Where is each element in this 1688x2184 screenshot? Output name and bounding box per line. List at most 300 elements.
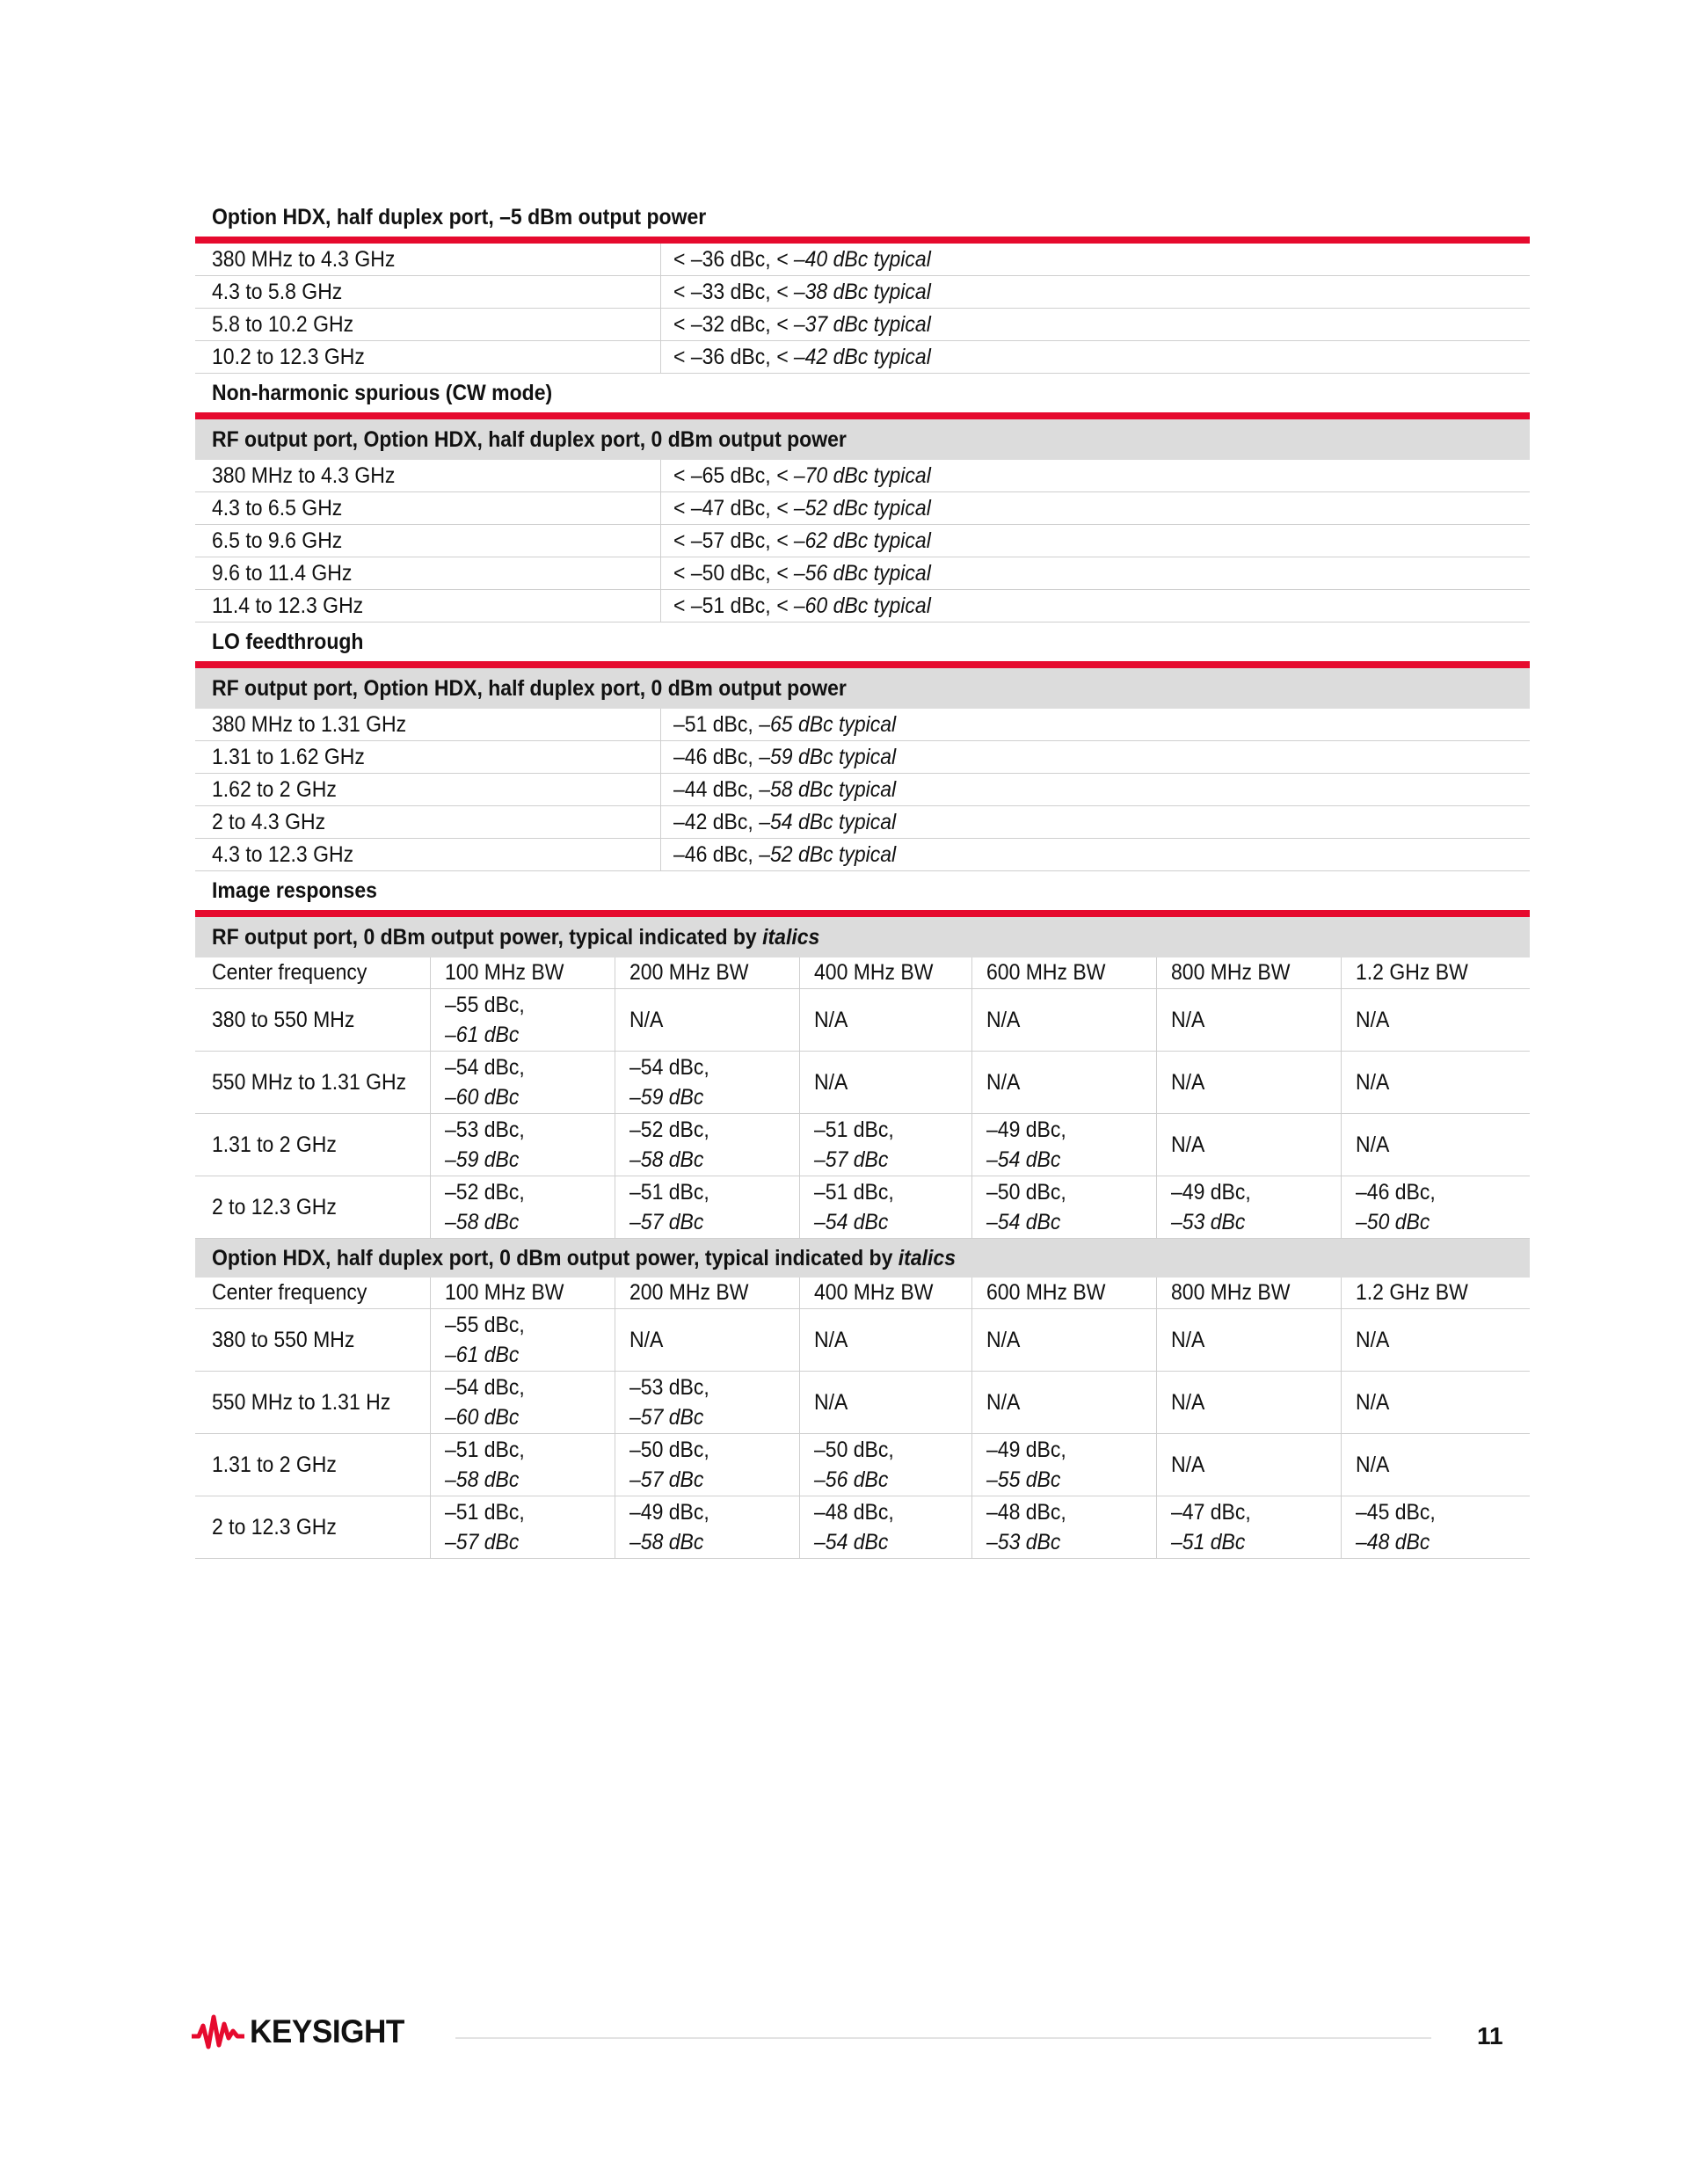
subheader-text [212,1246,956,1271]
spec-value: –49 dBc, [986,1438,1066,1462]
subheader-image-rf [195,917,1530,957]
image-response-cell [1157,989,1342,1051]
image-response-values [814,1387,851,1417]
frequency-range-text: 11.4 to 12.3 GHz [212,593,364,618]
spec-value-cell [661,806,1530,838]
spec-value: < –32 dBc, [673,311,777,337]
spec-value: –48 dBc, [814,1500,894,1525]
image-response-values [1356,1005,1393,1035]
spec-value: –48 dBc, [986,1500,1066,1525]
table-row [195,492,1530,525]
image-response-cell [431,1114,615,1176]
image-response-values [986,1177,1073,1237]
subheader-text [212,925,819,950]
spec-value: –49 dBc, [629,1500,709,1525]
spec-value: N/A [814,1008,848,1032]
image-response-cell [431,1176,615,1238]
image-response-cell [972,989,1157,1051]
image-response-cell [972,1496,1157,1558]
image-response-cell [615,1309,800,1371]
image-response-values [1356,1177,1443,1237]
image-response-cell [800,1496,972,1558]
spec-value: < –33 dBc, [673,279,777,304]
typical-value: < –60 dBc typical [776,593,931,618]
typical-value: –54 dBc [986,1147,1061,1172]
typical-value: < –38 dBc typical [776,279,931,304]
column-header-text: 400 MHz BW [814,1280,934,1305]
wave-stroke [192,2017,244,2047]
image-response-cell [800,1052,972,1113]
spec-value: N/A [986,1008,1021,1032]
section-title-text: LO feedthrough [212,629,364,654]
image-response-values [629,1497,717,1557]
image-response-cell [615,1176,800,1238]
table-row [195,1114,1530,1176]
image-response-cell [1157,1496,1342,1558]
spec-value: –52 dBc, [445,1180,525,1205]
spec-value: N/A [814,1390,848,1415]
spec-value: –51 dBc, [814,1180,894,1205]
subheader-italic: italics [762,924,820,950]
table-row [195,1496,1530,1559]
table-row [195,1176,1530,1239]
section-title-non-harmonic [195,374,1530,419]
typical-value: < –56 dBc typical [776,560,931,586]
spec-value-cell [661,590,1530,622]
image-response-cell [972,1309,1157,1371]
spec-value: –46 dBc, [673,841,760,867]
center-frequency-text: 2 to 12.3 GHz [212,1514,337,1540]
table-row [195,774,1530,806]
image-response-cell [1342,1176,1530,1238]
image-response-values [629,1435,717,1495]
spec-value-cell [661,774,1530,805]
subheader-image-hdx [195,1239,1530,1278]
page-number: 11 [1477,2022,1503,2049]
subheader-text: RF output port, Option HDX, half duplex port, 0 dBm output power [212,426,847,452]
image-response-cell [1157,1309,1342,1371]
image-response-values [814,1005,851,1035]
frequency-range-text: 2 to 4.3 GHz [212,809,326,834]
spec-value: –45 dBc, [1356,1500,1436,1525]
spec-value: < –47 dBc, [673,495,777,521]
column-header [800,1278,972,1308]
spec-value: –46 dBc, [673,744,760,769]
spec-value-cell [661,341,1530,373]
spec-value: –53 dBc, [445,1117,525,1142]
image-response-cell [1342,1372,1530,1433]
spec-page-content [195,198,1530,1559]
image-response-values [1171,1450,1208,1480]
column-header [1157,957,1342,988]
column-header-text: 1.2 GHz BW [1356,960,1468,985]
image-response-cell [800,1309,972,1371]
image-response-values [814,1435,901,1495]
image-response-values [986,1325,1023,1355]
spec-value: N/A [986,1070,1021,1095]
footer-divider [455,2037,1431,2039]
center-frequency-text: 550 MHz to 1.31 Hz [212,1389,391,1415]
column-header [800,957,972,988]
image-response-values [629,1052,717,1112]
table-row [195,1052,1530,1114]
table-row [195,989,1530,1052]
frequency-range-text: 4.3 to 6.5 GHz [212,495,343,521]
spec-value: –51 dBc, [445,1500,525,1525]
image-response-cell [972,1052,1157,1113]
image-responses-hdx-table [195,1278,1530,1559]
column-header-text: 800 MHz BW [1171,960,1291,985]
frequency-range-cell [195,460,661,491]
frequency-range-text: 380 MHz to 1.31 GHz [212,711,407,737]
typical-value: < –37 dBc typical [776,311,931,337]
brand-wordmark: KEYSIGHT [250,2013,404,2049]
typical-value: –53 dBc [1171,1210,1246,1234]
typical-value: < –42 dBc typical [776,344,931,369]
spec-value: N/A [1171,1390,1205,1415]
typical-value: –60 dBc [445,1405,520,1430]
image-response-values [445,1115,532,1175]
spec-value: < –36 dBc, [673,344,777,369]
image-response-values [1171,1130,1208,1160]
frequency-range-cell [195,244,661,275]
image-response-cell [431,1052,615,1113]
table-row [195,590,1530,622]
spec-value: < –51 dBc, [673,593,777,618]
spec-value: N/A [814,1070,848,1095]
spec-value: –54 dBc, [445,1375,525,1400]
typical-value: –58 dBc typical [759,776,897,802]
spec-value: –51 dBc, [673,711,760,737]
image-response-cell [1342,1052,1530,1113]
spec-value: N/A [1171,1132,1205,1157]
spec-value: –54 dBc, [629,1055,709,1080]
table-row [195,1309,1530,1372]
center-frequency-cell [195,1309,431,1371]
column-header-text: Center frequency [212,960,367,985]
subheader-lo-feedthrough [195,668,1530,709]
image-responses-rf-table [195,957,1530,1239]
frequency-range-text: 1.31 to 1.62 GHz [212,744,365,769]
column-header-text: 1.2 GHz BW [1356,1280,1468,1305]
spec-value: –47 dBc, [1171,1500,1251,1525]
image-response-cell [431,1309,615,1371]
image-response-cell [615,1496,800,1558]
lo-feedthrough-table [195,709,1530,871]
typical-value: –54 dBc [986,1210,1061,1234]
column-header-text: 800 MHz BW [1171,1280,1291,1305]
frequency-range-cell [195,341,661,373]
spec-value: –52 dBc, [629,1117,709,1142]
typical-value: –61 dBc [445,1343,520,1367]
spec-value: N/A [1356,1328,1390,1352]
table-row [195,460,1530,492]
column-header-text: 100 MHz BW [445,960,564,985]
frequency-range-cell [195,741,661,773]
typical-value: –50 dBc [1356,1210,1430,1234]
image-response-cell [972,1176,1157,1238]
spec-value: N/A [986,1390,1021,1415]
frequency-range-text: 380 MHz to 4.3 GHz [212,462,396,488]
center-frequency-text: 1.31 to 2 GHz [212,1452,337,1477]
column-header-text: 200 MHz BW [629,960,749,985]
keysight-logo [192,2013,412,2050]
frequency-range-text: 9.6 to 11.4 GHz [212,560,353,586]
image-response-cell [972,1372,1157,1433]
center-frequency-cell [195,1114,431,1176]
table-row [195,341,1530,374]
typical-value: –54 dBc [814,1530,889,1554]
image-response-cell [800,1372,972,1433]
spec-value-text [673,810,896,835]
spec-value-text [673,842,896,868]
image-response-cell [1342,1309,1530,1371]
image-response-values [986,1387,1023,1417]
spec-value: N/A [629,1008,664,1032]
typical-value: –61 dBc [445,1023,520,1047]
hdx-harmonics-table [195,244,1530,374]
center-frequency-text: 380 to 550 MHz [212,1327,355,1352]
center-frequency-cell [195,1052,431,1113]
image-response-values [1356,1497,1443,1557]
section-title-text: Option HDX, half duplex port, –5 dBm output power [212,204,707,229]
image-response-values [1171,1005,1208,1035]
frequency-range-text: 380 MHz to 4.3 GHz [212,246,396,272]
image-response-values [1356,1325,1393,1355]
image-response-cell [615,1052,800,1113]
table-header-row [195,1278,1530,1309]
column-header-text: 600 MHz BW [986,960,1106,985]
typical-value: –53 dBc [986,1530,1061,1554]
frequency-range-cell [195,525,661,557]
column-header-text: 100 MHz BW [445,1280,564,1305]
spec-value-cell [661,460,1530,491]
table-header-row [195,957,1530,989]
frequency-range-cell [195,276,661,308]
spec-value: N/A [1356,1452,1390,1477]
center-frequency-text: 2 to 12.3 GHz [212,1194,337,1219]
frequency-range-cell [195,709,661,740]
spec-value: –54 dBc, [445,1055,525,1080]
image-response-cell [1157,1434,1342,1496]
typical-value: –65 dBc typical [759,711,897,737]
image-response-values [445,1435,532,1495]
typical-value: < –70 dBc typical [776,462,931,488]
image-response-values [986,1005,1023,1035]
spec-value-text [673,528,931,554]
spec-value-cell [661,557,1530,589]
section-title-image-responses [195,871,1530,917]
center-frequency-text: 380 to 550 MHz [212,1007,355,1032]
frequency-range-cell [195,309,661,340]
spec-value-cell [661,492,1530,524]
center-frequency-cell [195,1434,431,1496]
image-response-values [629,1115,717,1175]
frequency-range-text: 10.2 to 12.3 GHz [212,344,365,369]
column-header-text: Center frequency [212,1280,367,1305]
typical-value: –52 dBc typical [759,841,897,867]
center-frequency-cell [195,1176,431,1238]
non-harmonic-table [195,460,1530,622]
image-response-cell [1157,1176,1342,1238]
column-header [615,957,800,988]
image-response-cell [431,1496,615,1558]
spec-value: < –57 dBc, [673,528,777,553]
subheader-italic: italics [898,1245,956,1270]
image-response-values [814,1497,901,1557]
image-response-cell [972,1114,1157,1176]
spec-value-text [673,593,931,619]
column-header [1342,1278,1530,1308]
typical-value: –58 dBc [629,1147,704,1172]
image-response-cell [800,989,972,1051]
typical-value: –48 dBc [1356,1530,1430,1554]
image-response-values [986,1067,1023,1097]
image-response-cell [615,989,800,1051]
image-response-values [1171,1497,1258,1557]
column-header [431,957,615,988]
typical-value: –55 dBc [986,1467,1061,1492]
spec-value: –50 dBc, [986,1180,1066,1205]
spec-value: –42 dBc, [673,809,760,834]
spec-value: –51 dBc, [629,1180,709,1205]
image-response-values [1356,1130,1393,1160]
image-response-values [1171,1177,1258,1237]
table-row [195,1372,1530,1434]
image-response-cell [1157,1052,1342,1113]
image-response-cell [800,1114,972,1176]
image-response-cell [615,1434,800,1496]
spec-value: –50 dBc, [814,1438,894,1462]
spec-value: N/A [1171,1008,1205,1032]
image-response-values [814,1115,901,1175]
column-header [972,1278,1157,1308]
spec-value: –53 dBc, [629,1375,709,1400]
image-response-values [1356,1067,1393,1097]
image-response-values [445,1052,532,1112]
image-response-values [1171,1387,1208,1417]
spec-value-cell [661,309,1530,340]
image-response-values [629,1325,666,1355]
image-response-values [814,1325,851,1355]
typical-value: < –62 dBc typical [776,528,931,553]
typical-value: –56 dBc [814,1467,889,1492]
image-response-cell [1157,1372,1342,1433]
image-response-values [1356,1450,1393,1480]
column-header-text: 600 MHz BW [986,1280,1106,1305]
typical-value: –59 dBc [629,1085,704,1110]
image-response-cell [1342,1434,1530,1496]
spec-value-cell [661,244,1530,275]
table-row [195,741,1530,774]
spec-value-text [673,312,931,338]
spec-value: –55 dBc, [445,1313,525,1337]
center-frequency-cell [195,1372,431,1433]
image-response-cell [1157,1114,1342,1176]
frequency-range-text: 1.62 to 2 GHz [212,776,337,802]
image-response-values [629,1177,717,1237]
typical-value: < –52 dBc typical [776,495,931,521]
spec-value: < –50 dBc, [673,560,777,586]
column-header-text: 400 MHz BW [814,960,934,985]
frequency-range-cell [195,557,661,589]
image-response-cell [1342,1114,1530,1176]
spec-value-text [673,463,931,489]
image-response-values [1356,1387,1393,1417]
image-response-values [629,1005,666,1035]
image-response-values [445,1497,532,1557]
image-response-values [986,1497,1073,1557]
image-response-values [814,1177,901,1237]
spec-value: N/A [1356,1390,1390,1415]
frequency-range-cell [195,492,661,524]
spec-value-cell [661,839,1530,870]
spec-value-text [673,345,931,370]
spec-value: –51 dBc, [814,1117,894,1142]
frequency-range-text: 4.3 to 5.8 GHz [212,279,343,304]
image-response-cell [800,1176,972,1238]
spec-value: < –36 dBc, [673,246,777,272]
spec-value: –50 dBc, [629,1438,709,1462]
typical-value: –57 dBc [629,1210,704,1234]
column-header [1157,1278,1342,1308]
spec-value-text [673,712,896,738]
column-header-text: 200 MHz BW [629,1280,749,1305]
typical-value: –59 dBc typical [759,744,897,769]
image-response-cell [1342,989,1530,1051]
image-response-cell [431,1372,615,1433]
section-title-text: Image responses [212,877,377,903]
typical-value: –60 dBc [445,1085,520,1110]
column-header [195,1278,431,1308]
spec-value-text [673,247,931,273]
table-row [195,276,1530,309]
table-row [195,839,1530,871]
spec-value: N/A [1171,1070,1205,1095]
typical-value: < –40 dBc typical [776,246,931,272]
image-response-cell [1342,1496,1530,1558]
center-frequency-text: 550 MHz to 1.31 GHz [212,1069,407,1095]
spec-value-text [673,561,931,586]
typical-value: –51 dBc [1171,1530,1246,1554]
image-response-cell [800,1434,972,1496]
typical-value: –58 dBc [629,1530,704,1554]
typical-value: –58 dBc [445,1467,520,1492]
spec-value: –55 dBc, [445,993,525,1017]
spec-value: N/A [629,1328,664,1352]
image-response-values [1171,1325,1208,1355]
column-header [431,1278,615,1308]
image-response-cell [431,1434,615,1496]
spec-value-cell [661,525,1530,557]
spec-value-text [673,280,931,305]
spec-value: N/A [814,1328,848,1352]
image-response-cell [972,1434,1157,1496]
image-response-values [445,990,532,1050]
frequency-range-cell [195,806,661,838]
subheader-non-harmonic [195,419,1530,460]
image-response-values [445,1372,532,1432]
image-response-values [986,1435,1073,1495]
spec-value: N/A [986,1328,1021,1352]
spec-value-cell [661,276,1530,308]
typical-value: –57 dBc [629,1467,704,1492]
spec-value: –49 dBc, [1171,1180,1251,1205]
spec-value-cell [661,741,1530,773]
keysight-wave-icon [192,2013,244,2050]
spec-value-cell [661,709,1530,740]
frequency-range-cell [195,839,661,870]
